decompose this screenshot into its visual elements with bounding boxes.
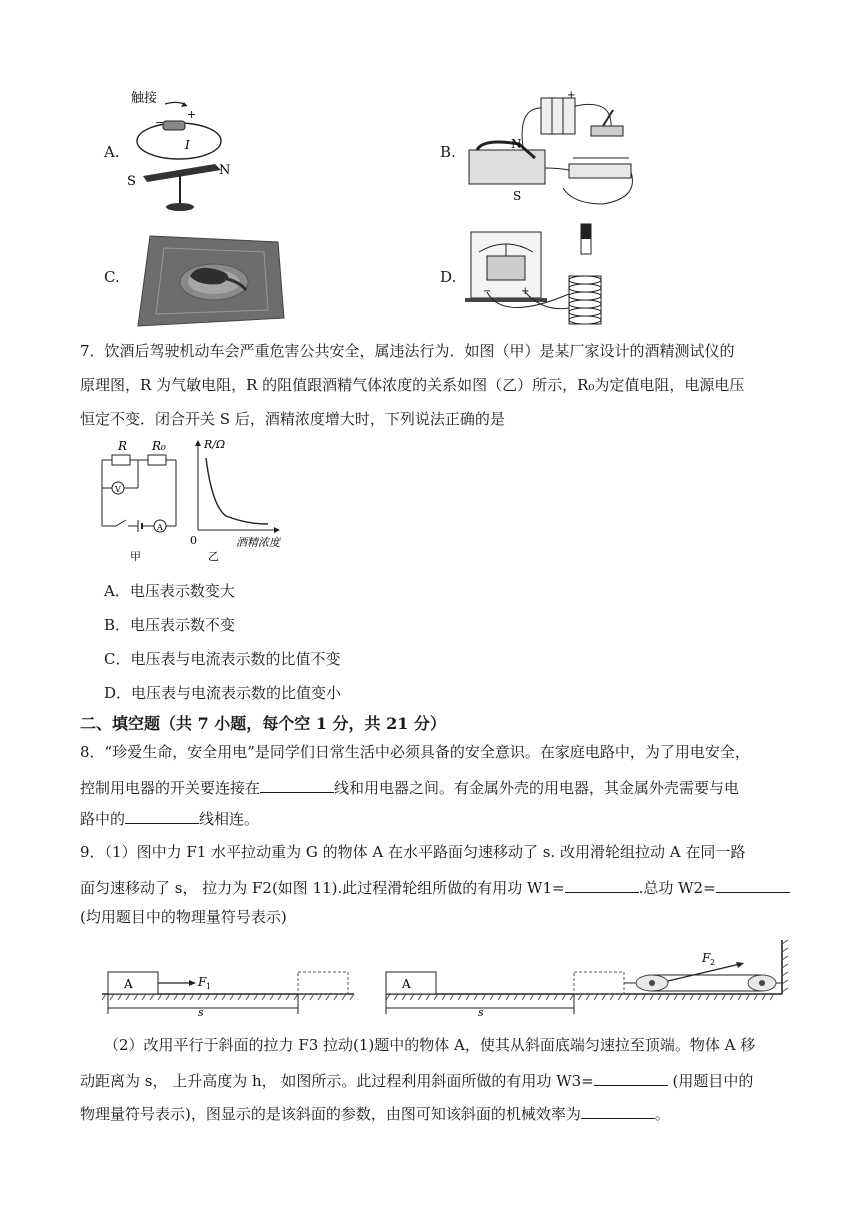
fig-q7-yi: 乙 <box>208 550 219 563</box>
q7-choice-c[interactable]: C．电压表与电流表示数的比值不变 <box>104 650 341 668</box>
q7-choice-a[interactable]: A．电压表示数变大 <box>104 582 235 600</box>
q9-blank-efficiency[interactable] <box>581 1101 655 1119</box>
fig-b-rheostat <box>569 164 631 178</box>
fig-q7-ylabel: R/Ω <box>204 438 226 451</box>
q7-choice-b[interactable]: B．电压表示数不变 <box>104 616 236 634</box>
q7-stem-line3: 恒定不变．闭合开关 S 后，酒精浓度增大时，下列说法正确的是 <box>80 410 505 428</box>
fig-q7-curve <box>206 458 268 524</box>
option-a-label: A. <box>104 143 120 161</box>
fig-q9-box-a-left <box>108 972 158 994</box>
fig-b-plus: + <box>567 90 576 101</box>
fig-q9-box-dashed-right <box>574 972 624 994</box>
fig-q9-s-left: s <box>198 1006 204 1016</box>
figure-q7-circuit-and-graph <box>96 436 306 566</box>
q8-line3-text-b: 线相连。 <box>199 810 260 828</box>
q9-line2 <box>80 875 790 898</box>
option-d-label: D. <box>440 268 457 286</box>
q9-blank-w2[interactable] <box>716 875 790 893</box>
fig-q7-jia: 甲 <box>130 550 141 563</box>
q9-line2-text-b: .总功 W2= <box>638 879 716 897</box>
section-title: 二、填空题（共 7 小题，每个空 1 分，共 21 分） <box>80 714 446 733</box>
q9-part2-line2-text-b: (用题目中的 <box>667 1072 754 1090</box>
fig-q9-f2: F <box>702 951 711 965</box>
fig-q9-s-right: s <box>478 1006 484 1016</box>
fig-q7-xlabel: 酒精浓度 <box>236 536 280 549</box>
fig-b-n: N <box>511 137 522 151</box>
fig-a-battery <box>163 121 185 130</box>
option-c-label: C. <box>104 268 120 286</box>
q9-line2-text-a: 面匀速移动了 s， 拉力为 F2(如图 11).此过程滑轮组所做的有用功 W1= <box>80 879 565 897</box>
q7-choice-d[interactable]: D．电压表与电流表示数的比值变小 <box>104 684 342 702</box>
q9-part2-line1: （2）改用平行于斜面的拉力 F3 拉动(1)题中的物体 A，使其从斜面底端匀速拉至顶端。物体 A 移 <box>104 1036 756 1054</box>
fig-a-needle <box>143 164 221 182</box>
fig-q7-resistor-r0 <box>148 455 166 465</box>
fig-b-s: S <box>513 189 522 203</box>
q7-stem-line2: 原理图，R 为气敏电阻，R 的阻值跟酒精气体浓度的关系如图（乙）所示，R₀为定值电阻，电源电压 <box>80 376 745 394</box>
option-b-label: B. <box>440 143 456 161</box>
q9-line1: 9．（1）图中力 F1 水平拉动重为 G 的物体 A 在水平路面匀速移动了 s. 改用滑轮组拉动 A 在同一路 <box>80 843 746 861</box>
q8-line3 <box>80 806 259 829</box>
fig-q7-origin: 0 <box>190 534 197 547</box>
fig-q7-resistor-r <box>112 455 130 465</box>
q8-blank-2[interactable] <box>125 806 199 824</box>
q9-blank-w1[interactable] <box>565 875 639 893</box>
q9-blank-w3[interactable] <box>594 1068 668 1086</box>
figure-option-c-compass <box>128 232 288 332</box>
fig-a-current: I <box>185 138 190 152</box>
fig-q7-r0-label: R₀ <box>152 439 166 453</box>
q9-part2-line3 <box>80 1101 670 1124</box>
fig-q9-f2-sub: 2 <box>710 958 716 967</box>
q7-stem-line1: 7．饮酒后驾驶机动车会严重危害公共安全，属违法行为．如图（甲）是某厂家设计的酒精测试仪的 <box>80 342 735 360</box>
fig-a-minus: − <box>155 116 165 129</box>
q9-part2-line2-text-a: 动距离为 s， 上升高度为 h， 如图所示。此过程利用斜面所做的有用功 W3= <box>80 1072 594 1090</box>
q8-blank-1[interactable] <box>260 775 334 793</box>
fig-q9-label-a-left: A <box>124 977 133 991</box>
q8-line2-text-b: 线和用电器之间。有金属外壳的用电器，其金属外壳需要与电 <box>334 779 740 797</box>
fig-q9-f1: F <box>198 975 207 989</box>
fig-a-n: N <box>219 163 231 178</box>
q8-line2-text-a: 控制用电器的开关要连接在 <box>80 779 261 797</box>
fig-a-plus: + <box>187 108 197 121</box>
fig-q9-label-a-right: A <box>402 977 411 991</box>
fig-b-battery <box>541 98 575 134</box>
figure-option-a-oersted <box>125 86 235 214</box>
fig-d-minus: − <box>483 286 492 297</box>
q8-line1: 8．“珍爱生命，安全用电”是同学们日常生活中必须具备的安全意识。在家庭电路中，为了用电安全， <box>80 743 750 761</box>
q8-line3-text-a: 路中的 <box>80 810 126 828</box>
fig-q7-a: A <box>157 523 163 532</box>
fig-q7-r-label: R <box>118 439 128 453</box>
q9-part2-line2 <box>80 1068 753 1091</box>
fig-q9-box-a-right <box>386 972 436 994</box>
figure-option-d-galvanometer <box>463 222 633 332</box>
fig-q9-box-dashed-left <box>298 972 348 994</box>
fig-a-touch-label: 触接 <box>131 91 158 106</box>
q9-part2-line3-text-b: 。 <box>654 1105 670 1123</box>
fig-a-s: S <box>127 174 136 189</box>
figure-q9-pulling <box>100 934 790 1016</box>
q9-line3: (均用题目中的物理量符号表示) <box>80 908 287 926</box>
figure-option-b-motor <box>463 88 643 208</box>
q9-part2-line3-text-a: 物理量符号表示)，图显示的是该斜面的参数，由图可知该斜面的机械效率为 <box>80 1105 581 1123</box>
fig-d-plus: + <box>521 286 530 297</box>
fig-q7-v: V <box>115 485 121 494</box>
q8-line2 <box>80 775 739 798</box>
fig-b-switch <box>591 126 623 136</box>
fig-q9-f1-sub: 1 <box>206 982 212 991</box>
